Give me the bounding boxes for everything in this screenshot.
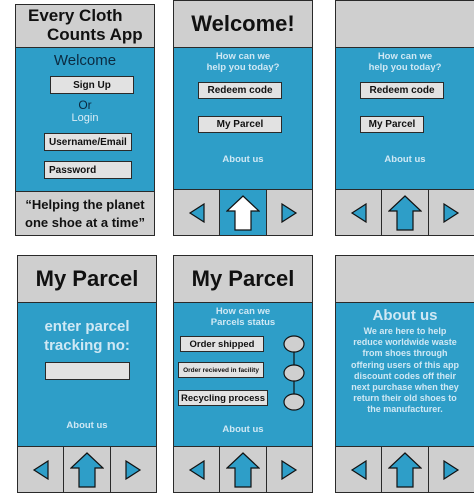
nav-forward-button[interactable] xyxy=(111,447,156,492)
about-us-link[interactable]: About us xyxy=(66,420,108,431)
arrow-left-icon xyxy=(32,460,50,480)
timeline-node-shipped xyxy=(284,336,304,352)
redeem-code-button[interactable]: Redeem code xyxy=(198,82,282,99)
status-prompt xyxy=(174,306,312,328)
timeline-node-received xyxy=(284,365,304,381)
nav-home-button[interactable] xyxy=(220,190,266,235)
arrow-left-icon xyxy=(188,203,206,223)
password-field[interactable]: Password xyxy=(44,161,132,179)
nav-home-button[interactable] xyxy=(382,447,428,492)
bottom-nav xyxy=(336,446,474,492)
slogan-footer xyxy=(16,191,154,235)
arrow-up-icon xyxy=(226,195,260,231)
welcome-header-title: Welcome! xyxy=(191,11,295,36)
help-prompt-line2: help you today? xyxy=(368,62,442,73)
status-order-shipped: Order shipped xyxy=(180,336,264,352)
nav-forward-button[interactable] xyxy=(429,447,474,492)
screen-login xyxy=(15,4,155,236)
arrow-right-icon xyxy=(442,203,460,223)
nav-home-button[interactable] xyxy=(220,447,266,492)
status-recycling-process: Recycling process xyxy=(178,390,268,406)
my-parcel-button[interactable]: My Parcel xyxy=(360,116,424,133)
about-us-link[interactable]: About us xyxy=(384,154,426,165)
tracking-number-input[interactable] xyxy=(45,362,130,380)
status-prompt-line2: Parcels status xyxy=(210,317,276,328)
empty-header xyxy=(336,1,474,48)
tracking-prompt-line1: enter parcel xyxy=(44,318,130,335)
status-timeline xyxy=(274,332,313,422)
username-field[interactable]: Username/Email xyxy=(44,133,132,151)
help-prompt-line1: How can we xyxy=(215,51,271,62)
slogan-line1: “Helping the planet xyxy=(25,197,145,212)
help-prompt xyxy=(336,51,474,73)
arrow-left-icon xyxy=(188,460,206,480)
bottom-nav xyxy=(18,446,156,492)
parcel-header xyxy=(18,256,156,303)
screen-welcome-alt xyxy=(335,0,474,236)
status-prompt-line1: How can we xyxy=(215,306,271,317)
nav-back-button[interactable] xyxy=(174,447,220,492)
arrow-left-icon xyxy=(350,203,368,223)
tracking-prompt xyxy=(18,317,156,355)
nav-forward-button[interactable] xyxy=(267,447,312,492)
arrow-left-icon xyxy=(350,460,368,480)
nav-back-button[interactable] xyxy=(18,447,64,492)
about-us-body: We are here to help reduce worldwide waste from shoes through offering users of this app discount codes off their next purchase when they return their old shoes to the manufacturer. xyxy=(350,326,459,415)
nav-home-button[interactable] xyxy=(64,447,110,492)
or-text: Or xyxy=(78,98,92,112)
login-link[interactable]: Login xyxy=(71,112,99,124)
bottom-nav xyxy=(174,189,312,235)
screen-parcel-tracking xyxy=(17,255,157,493)
bottom-nav xyxy=(336,189,474,235)
help-prompt-line2: help you today? xyxy=(206,62,280,73)
app-title-header xyxy=(16,5,154,48)
parcel-status-header-title: My Parcel xyxy=(191,266,295,291)
about-us-title: About us xyxy=(372,307,438,324)
my-parcel-button[interactable]: My Parcel xyxy=(198,116,282,133)
timeline-node-recycling xyxy=(284,394,304,410)
help-prompt-line1: How can we xyxy=(377,51,433,62)
app-title-line2: Counts App xyxy=(47,25,143,44)
arrow-right-icon xyxy=(442,460,460,480)
arrow-up-icon xyxy=(388,452,422,488)
nav-home-button[interactable] xyxy=(382,190,428,235)
help-prompt xyxy=(174,51,312,73)
about-us-link[interactable]: About us xyxy=(222,424,264,435)
empty-header xyxy=(336,256,474,303)
welcome-text: Welcome xyxy=(53,52,117,69)
sign-up-button[interactable]: Sign Up xyxy=(50,76,134,94)
bottom-nav xyxy=(174,446,312,492)
parcel-status-header xyxy=(174,256,312,303)
slogan-line2: one shoe at a time” xyxy=(25,215,145,230)
nav-forward-button[interactable] xyxy=(267,190,312,235)
parcel-header-title: My Parcel xyxy=(35,266,139,291)
nav-back-button[interactable] xyxy=(336,447,382,492)
nav-back-button[interactable] xyxy=(174,190,220,235)
welcome-header xyxy=(174,1,312,48)
arrow-right-icon xyxy=(124,460,142,480)
arrow-up-icon xyxy=(226,452,260,488)
about-us-link[interactable]: About us xyxy=(222,154,264,165)
status-order-received: Order recieved in facility xyxy=(178,362,264,378)
screen-welcome xyxy=(173,0,313,236)
screen-about-us xyxy=(335,255,474,493)
tracking-prompt-line2: tracking no: xyxy=(44,337,130,354)
redeem-code-button[interactable]: Redeem code xyxy=(360,82,444,99)
arrow-up-icon xyxy=(70,452,104,488)
arrow-right-icon xyxy=(280,203,298,223)
arrow-up-icon xyxy=(388,195,422,231)
app-title-line1: Every Cloth xyxy=(28,6,123,25)
nav-forward-button[interactable] xyxy=(429,190,474,235)
screen-parcel-status xyxy=(173,255,313,493)
arrow-right-icon xyxy=(280,460,298,480)
nav-back-button[interactable] xyxy=(336,190,382,235)
